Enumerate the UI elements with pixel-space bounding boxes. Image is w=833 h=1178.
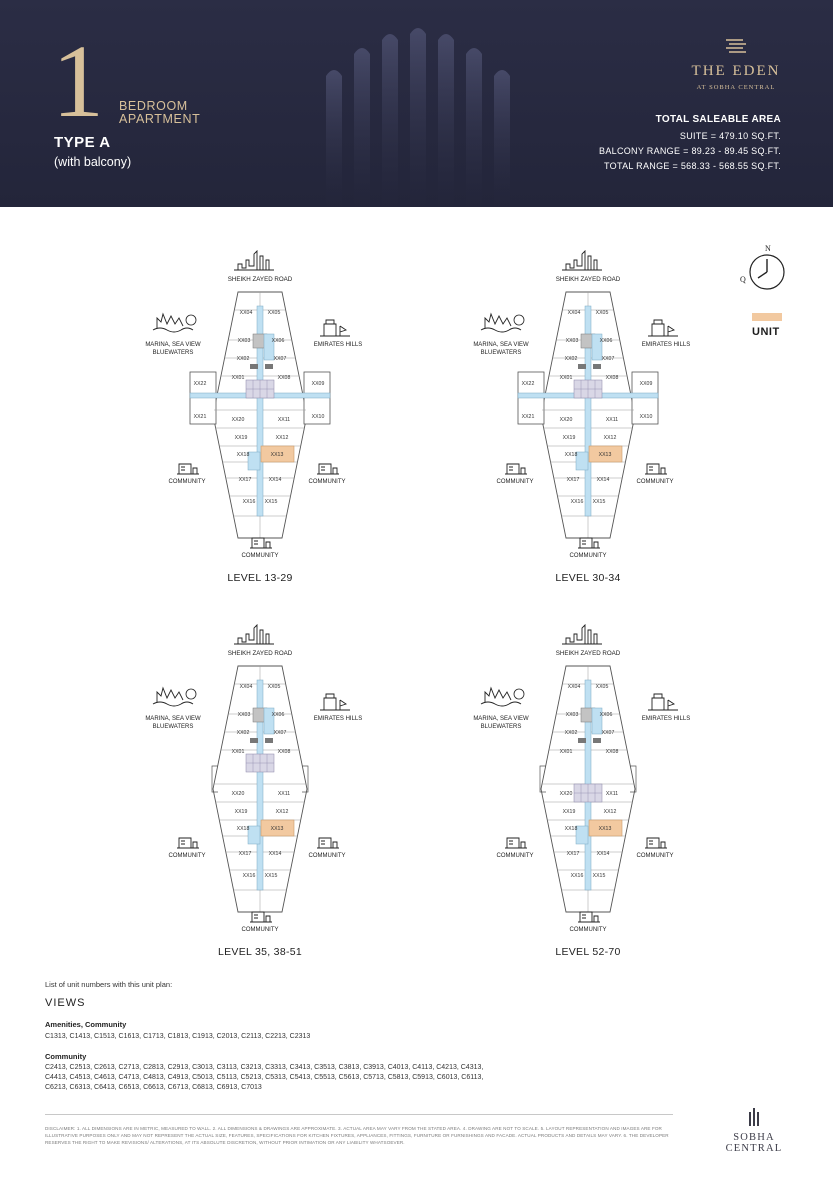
unit-number-label: XX19 [562, 435, 576, 441]
header-banner [0, 0, 833, 207]
floor-plan-drawing [433, 614, 743, 974]
community-label-west: COMMUNITY [496, 479, 534, 485]
unit-number-label: XX03 [565, 338, 579, 344]
sun-icon [514, 315, 524, 325]
unit-number-label: XX06 [599, 712, 613, 718]
emirates-hills-label: EMIRATES HILLS [641, 342, 691, 348]
lower-lift-lobby [576, 452, 588, 470]
floor-plan [433, 240, 743, 600]
unit-number-label: XX20 [559, 791, 573, 797]
sheikh-zayed-road-label: SHEIKH ZAYED ROAD [227, 650, 293, 657]
marina-sea-view-label: MARINA, SEA VIEW [145, 342, 201, 348]
unit-number-label: XX04 [567, 684, 581, 690]
unit-number-label: XX21 [521, 414, 535, 420]
unit-number-label: XX05 [595, 310, 609, 316]
bluewaters-label: BLUEWATERS [152, 724, 194, 730]
unit-number-label: XX15 [592, 499, 606, 505]
eden-logo-icon [723, 38, 749, 56]
floor-plan-drawing [433, 240, 743, 600]
unit-number-label: XX14 [596, 851, 610, 857]
unit-number-label: XX06 [271, 338, 285, 344]
unit-number-label: XX12 [603, 435, 617, 441]
unit-number-label: XX06 [599, 338, 613, 344]
floor-plan-drawing [105, 240, 415, 600]
unit-number-label: XX17 [238, 851, 252, 857]
group-title-amenities: Amenities, Community [45, 1020, 127, 1029]
unit-number-label: XX14 [268, 851, 282, 857]
unit-legend-swatch [752, 313, 782, 321]
emirates-hills-icon [320, 320, 350, 336]
unit-number-label: XX15 [592, 873, 606, 879]
community-icon [317, 464, 339, 474]
footer-divider [45, 1114, 673, 1115]
balcony-range: BALCONY RANGE = 89.23 - 89.45 SQ.FT. [599, 146, 781, 156]
bedroom-label: BEDROOM [119, 99, 188, 113]
sobha-logo-icon [748, 1108, 760, 1126]
floor-plan [105, 614, 415, 974]
unit-number-label: XX10 [639, 414, 653, 420]
unit-number-label: XX12 [603, 809, 617, 815]
level-title: LEVEL 52-70 [555, 946, 621, 958]
floor-plan [105, 240, 415, 600]
unit-legend-label: UNIT [752, 326, 780, 338]
unit-number-label: XX19 [234, 809, 248, 815]
unit-number-label: XX18 [564, 826, 578, 832]
sun-icon [514, 689, 524, 699]
community-label-south: COMMUNITY [569, 553, 607, 559]
skyline-icon [562, 625, 602, 644]
unit-number-label: XX02 [564, 730, 578, 736]
floor-plan [433, 614, 743, 974]
unit-number-label: XX01 [559, 749, 573, 755]
unit-number-label: XX02 [236, 730, 250, 736]
unit-number-label: XX12 [275, 435, 289, 441]
sheikh-zayed-road-label: SHEIKH ZAYED ROAD [555, 276, 621, 283]
unit-number-label: XX16 [242, 873, 256, 879]
bluewaters-label: BLUEWATERS [480, 350, 522, 356]
unit-number-label: XX01 [559, 375, 573, 381]
bedroom-apartment-label [119, 100, 200, 126]
community-label-east: COMMUNITY [636, 853, 674, 859]
unit-number-label: XX13 [270, 826, 284, 832]
unit-number-label: XX11 [605, 791, 619, 797]
unit-number-label: XX11 [277, 417, 291, 423]
marina-sea-view-label: MARINA, SEA VIEW [473, 342, 529, 348]
unit-number-label: XX04 [567, 310, 581, 316]
community-icon [578, 912, 600, 922]
unit-number-label: XX03 [237, 338, 251, 344]
skyline-icon [234, 251, 274, 270]
compass-north-label: N [765, 244, 771, 253]
community-label-west: COMMUNITY [496, 853, 534, 859]
unit-number-label: XX09 [311, 381, 325, 387]
sheikh-zayed-road-label: SHEIKH ZAYED ROAD [227, 276, 293, 283]
community-icon [505, 464, 527, 474]
skyline-icon [562, 251, 602, 270]
lower-lift-lobby [248, 826, 260, 844]
community-icon [505, 838, 527, 848]
unit-number-label: XX20 [559, 417, 573, 423]
stair-block [578, 738, 586, 743]
bedroom-count-number: 1 [52, 24, 104, 139]
stair-block [593, 364, 601, 369]
unit-number-label: XX07 [273, 730, 287, 736]
apartment-label: APARTMENT [119, 112, 201, 126]
emirates-hills-icon [648, 320, 678, 336]
community-icon [645, 838, 667, 848]
views-title: VIEWS [45, 997, 86, 1009]
stair-block [593, 738, 601, 743]
unit-number-label: XX19 [234, 435, 248, 441]
unit-number-label: XX04 [239, 684, 253, 690]
unit-number-label: XX19 [562, 809, 576, 815]
unit-number-label: XX08 [605, 749, 619, 755]
bluewaters-label: BLUEWATERS [152, 350, 194, 356]
stair-block [578, 364, 586, 369]
community-label-south: COMMUNITY [241, 927, 279, 933]
community-label-south: COMMUNITY [569, 927, 607, 933]
unit-number-label: XX20 [231, 791, 245, 797]
unit-number-label: XX17 [566, 851, 580, 857]
group-units-community: C2413, C2513, C2613, C2713, C2813, C2913, C3013, C3113, C3213, C3313, C3413, C3513, C3813, C3913, C4013, C4113, C4213, C4313, C4413, C4513, C4613, C4713, C4813, C4913, C5013, C5113, C5213, C5313, C5413, C5513, C5613, C5713, C5813, C5913, C6013, C6113, C6213, C6313, C6413, C6513, C6613, C6713, C6813, C6913, C7013 [45, 1064, 484, 1091]
sheikh-zayed-road-label: SHEIKH ZAYED ROAD [555, 650, 621, 657]
unit-number-label: XX03 [237, 712, 251, 718]
unit-number-label: XX15 [264, 873, 278, 879]
unit-number-label: XX16 [242, 499, 256, 505]
stair-block [265, 738, 273, 743]
bluewaters-label: BLUEWATERS [480, 724, 522, 730]
unit-number-label: XX17 [238, 477, 252, 483]
community-icon [177, 838, 199, 848]
community-label-west: COMMUNITY [168, 479, 206, 485]
lower-lift-lobby [248, 452, 260, 470]
unit-number-label: XX08 [277, 375, 291, 381]
sun-icon [186, 315, 196, 325]
unit-number-label: XX16 [570, 499, 584, 505]
unit-number-label: XX11 [277, 791, 291, 797]
emirates-hills-icon [320, 694, 350, 710]
unit-number-label: XX09 [639, 381, 653, 387]
unit-number-label: XX12 [275, 809, 289, 815]
unit-number-label: XX13 [598, 452, 612, 458]
unit-type-title: TYPE A [54, 134, 111, 151]
marina-sea-view-label: MARINA, SEA VIEW [473, 716, 529, 722]
unit-number-label: XX14 [596, 477, 610, 483]
unit-number-label: XX13 [270, 452, 284, 458]
stair-block [250, 364, 258, 369]
group-title-community: Community [45, 1052, 87, 1061]
unit-number-label: XX08 [605, 375, 619, 381]
unit-number-label: XX06 [271, 712, 285, 718]
unit-number-label: XX02 [236, 356, 250, 362]
skyline-icon [234, 625, 274, 644]
community-icon [317, 838, 339, 848]
unit-number-label: XX22 [521, 381, 535, 387]
community-icon [645, 464, 667, 474]
unit-number-label: XX20 [231, 417, 245, 423]
unit-number-label: XX18 [236, 452, 250, 458]
unit-number-label: XX01 [231, 749, 245, 755]
unit-number-label: XX18 [236, 826, 250, 832]
unit-number-label: XX11 [605, 417, 619, 423]
unit-number-label: XX16 [570, 873, 584, 879]
unit-number-label: XX18 [564, 452, 578, 458]
level-title: LEVEL 13-29 [227, 572, 293, 584]
community-label-east: COMMUNITY [308, 479, 346, 485]
unit-number-label: XX07 [601, 356, 615, 362]
unit-type-subtitle: (with balcony) [54, 155, 132, 169]
community-label-east: COMMUNITY [308, 853, 346, 859]
level-title: LEVEL 30-34 [555, 572, 621, 584]
unit-number-label: XX21 [193, 414, 207, 420]
unit-list-intro: List of unit numbers with this unit plan: [45, 980, 173, 989]
unit-number-label: XX05 [595, 684, 609, 690]
emirates-hills-label: EMIRATES HILLS [641, 716, 691, 722]
saleable-area-block [599, 114, 781, 174]
stair-block [250, 738, 258, 743]
sun-icon [186, 689, 196, 699]
emirates-hills-label: EMIRATES HILLS [313, 342, 363, 348]
unit-number-label: XX07 [273, 356, 287, 362]
group-units-amenities: C1313, C1413, C1513, C1613, C1713, C1813, C1913, C2013, C2113, C2213, C2313 [45, 1033, 311, 1040]
unit-number-label: XX14 [268, 477, 282, 483]
area-title: TOTAL SALEABLE AREA [655, 114, 781, 125]
community-label-south: COMMUNITY [241, 553, 279, 559]
total-range: TOTAL RANGE = 568.33 - 568.55 SQ.FT. [604, 161, 781, 171]
unit-number-label: XX15 [264, 499, 278, 505]
lower-lift-lobby [576, 826, 588, 844]
community-icon [177, 464, 199, 474]
emirates-hills-icon [648, 694, 678, 710]
compass-q-label: Q [740, 275, 746, 284]
level-title: LEVEL 35, 38-51 [217, 946, 303, 958]
brand-subtitle: AT SOBHA CENTRAL [696, 84, 776, 91]
brand-name: THE EDEN [691, 63, 781, 79]
tower-silhouette-graphic [318, 26, 518, 207]
unit-number-label: XX05 [267, 684, 281, 690]
unit-number-label: XX04 [239, 310, 253, 316]
community-icon [250, 538, 272, 548]
sobha-central-logo [716, 1108, 792, 1154]
unit-number-label: XX13 [598, 826, 612, 832]
unit-number-label: XX10 [311, 414, 325, 420]
suite-area: SUITE = 479.10 SQ.FT. [679, 131, 781, 141]
unit-number-label: XX03 [565, 712, 579, 718]
the-eden-logo [686, 38, 786, 91]
community-icon [578, 538, 600, 548]
floor-plan-drawing [105, 614, 415, 974]
unit-number-label: XX07 [601, 730, 615, 736]
unit-number-label: XX01 [231, 375, 245, 381]
unit-number-label: XX02 [564, 356, 578, 362]
sobha-brand-name: SOBHA CENTRAL [725, 1132, 783, 1154]
community-label-east: COMMUNITY [636, 479, 674, 485]
stair-block [265, 364, 273, 369]
unit-number-label: XX05 [267, 310, 281, 316]
emirates-hills-label: EMIRATES HILLS [313, 716, 363, 722]
disclaimer-text: DISCLAIMER: 1. ALL DIMENSIONS ARE IN METRIC, MEASURED TO WALL. 2. ALL DIMENSIONS & DRAWINGS ARE APPROXIMATE. 3. ACTUAL AREA MAY VARY FROM THE STATED AREA. 4. DRAWING ARE NOT TO SCALE. 5. LAYOUT REPRESENTATION AND IMAGES ARE FOR ILLUSTRATIVE PURPOSES ONLY AND MAY NOT REPRESENT THE ACTUAL SIZE, FEATURES, SPECIFICATIONS FOR KITCHEN FIXTURES, APPLIANCES, FITTINGS, FURNITURE OR FURNISHINGS AND FACADE. ACTUAL PRODUCTS AND DETAILS MAY VARY. 6. THE DEVELOPER RESERVES THE RIGHT TO MAKE REVISIONS/ ALTERATIONS, AT ITS ABSOLUTE DISCRETION, WITHOUT PRIOR INTIMATION OR ANY LIABILITY WHATSOEVER. [45, 1126, 669, 1145]
unit-number-label: XX08 [277, 749, 291, 755]
north-compass-icon [738, 244, 788, 294]
marina-sea-view-label: MARINA, SEA VIEW [145, 716, 201, 722]
community-label-west: COMMUNITY [168, 853, 206, 859]
unit-number-label: XX22 [193, 381, 207, 387]
community-icon [250, 912, 272, 922]
unit-number-label: XX17 [566, 477, 580, 483]
